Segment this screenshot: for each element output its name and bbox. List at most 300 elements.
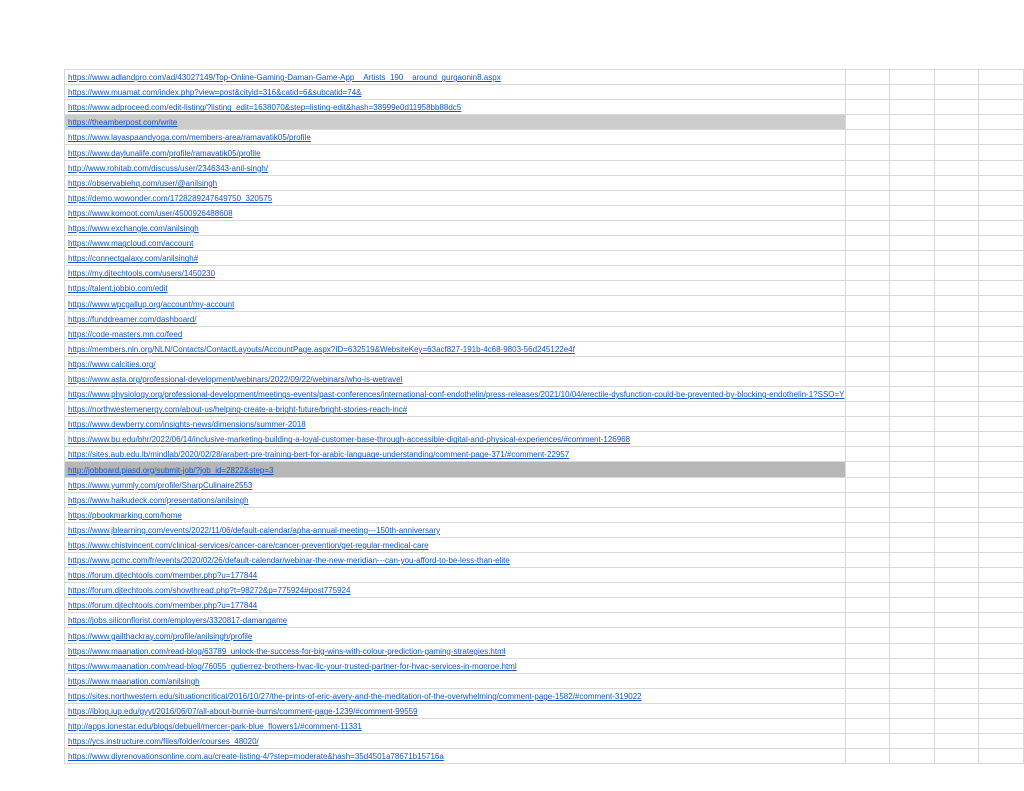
url-link[interactable]: https://northwesternenergy.com/about-us/helping-create-a-bright-future/bright-stories-reach-inc# xyxy=(68,405,408,415)
empty-cell[interactable] xyxy=(934,703,979,718)
empty-cell[interactable] xyxy=(845,175,890,190)
table-row xyxy=(65,100,1024,115)
url-cell[interactable] xyxy=(65,749,846,764)
url-cell[interactable] xyxy=(65,613,846,628)
empty-cell[interactable] xyxy=(845,673,890,688)
empty-cell[interactable] xyxy=(979,296,1024,311)
url-link[interactable]: https://www.adproceed.com/edit-listing/?listing_edit=1638070&step=listing-edit&hash=38999e0d11958bb88dc5 xyxy=(68,103,462,113)
empty-cell[interactable] xyxy=(979,553,1024,568)
url-link[interactable]: https://www.exchangle.com/anilsingh xyxy=(68,224,199,234)
table-row xyxy=(65,553,1024,568)
empty-cell[interactable] xyxy=(934,85,979,100)
empty-cell[interactable] xyxy=(845,492,890,507)
empty-cell[interactable] xyxy=(979,492,1024,507)
url-link[interactable]: https://www.jblearning.com/events/2022/11/06/default-calendar/apha-annual-meeting---150th-anniversary xyxy=(68,525,441,535)
table-row xyxy=(65,70,1024,85)
empty-cell[interactable] xyxy=(934,341,979,356)
empty-cell[interactable] xyxy=(934,190,979,205)
empty-cell[interactable] xyxy=(845,205,890,220)
url-cell[interactable] xyxy=(65,296,846,311)
empty-cell[interactable] xyxy=(890,507,935,522)
table-row xyxy=(65,296,1024,311)
empty-cell[interactable] xyxy=(845,371,890,386)
empty-cell[interactable] xyxy=(934,537,979,552)
empty-cell[interactable] xyxy=(845,251,890,266)
empty-cell[interactable] xyxy=(845,145,890,160)
spreadsheet-body xyxy=(65,70,1024,764)
url-link[interactable]: https://www.wpcgallup.org/account/my-account xyxy=(68,299,235,309)
empty-cell[interactable] xyxy=(979,100,1024,115)
empty-cell[interactable] xyxy=(979,643,1024,658)
url-link[interactable]: https://theamberpost.com/write xyxy=(68,118,178,128)
empty-cell[interactable] xyxy=(845,130,890,145)
empty-cell[interactable] xyxy=(890,356,935,371)
empty-cell[interactable] xyxy=(934,356,979,371)
empty-cell[interactable] xyxy=(979,205,1024,220)
url-cell[interactable] xyxy=(65,386,846,401)
url-cell[interactable] xyxy=(65,70,846,85)
empty-cell[interactable] xyxy=(845,296,890,311)
empty-cell[interactable] xyxy=(979,598,1024,613)
table-row xyxy=(65,598,1024,613)
empty-cell[interactable] xyxy=(979,130,1024,145)
url-cell[interactable] xyxy=(65,281,846,296)
url-link[interactable]: https://www.diyrenovationsonline.com.au/create-listing-4/?step=moderate&hash=35d4501a78671b15716a xyxy=(68,752,444,762)
url-link[interactable]: https://forum.djtechtools.com/member.php?u=177844 xyxy=(68,571,258,581)
empty-cell[interactable] xyxy=(890,643,935,658)
empty-cell[interactable] xyxy=(934,417,979,432)
url-cell[interactable] xyxy=(65,447,846,462)
empty-cell[interactable] xyxy=(979,356,1024,371)
empty-cell[interactable] xyxy=(934,477,979,492)
url-cell[interactable] xyxy=(65,115,846,130)
empty-cell[interactable] xyxy=(890,220,935,235)
empty-cell[interactable] xyxy=(979,568,1024,583)
empty-cell[interactable] xyxy=(890,703,935,718)
empty-cell[interactable] xyxy=(890,432,935,447)
empty-cell[interactable] xyxy=(934,386,979,401)
url-cell[interactable] xyxy=(65,719,846,734)
url-link[interactable]: https://ycs.instructure.com/files/folder/courses_48020/ xyxy=(68,737,259,747)
empty-cell[interactable] xyxy=(979,70,1024,85)
empty-cell[interactable] xyxy=(845,553,890,568)
empty-cell[interactable] xyxy=(934,643,979,658)
empty-cell[interactable] xyxy=(845,160,890,175)
url-link[interactable]: https://www.muamat.com/index.php?view=post&cityid=316&catid=6&subcatid=74& xyxy=(68,88,362,98)
url-link[interactable]: https://forum.djtechtools.com/showthread.php?t=98272&p=775924#post775924 xyxy=(68,586,351,596)
table-row xyxy=(65,326,1024,341)
url-link[interactable]: https://code-masters.mn.co/feed xyxy=(68,329,183,339)
empty-cell[interactable] xyxy=(890,326,935,341)
empty-cell[interactable] xyxy=(890,236,935,251)
empty-cell[interactable] xyxy=(890,85,935,100)
url-cell[interactable] xyxy=(65,568,846,583)
url-link[interactable]: https://www.layaspaandyoga.com/members-area/ramavatik05/profile xyxy=(68,133,311,143)
empty-cell[interactable] xyxy=(979,266,1024,281)
empty-cell[interactable] xyxy=(934,251,979,266)
url-cell[interactable] xyxy=(65,522,846,537)
url-link[interactable]: https://www.adlandpro.com/ad/43027149/Top-Online-Gaming-Daman-Game-App__Artists_190__around_gurgaonin8.aspx xyxy=(68,73,501,83)
empty-cell[interactable] xyxy=(934,673,979,688)
empty-cell[interactable] xyxy=(934,160,979,175)
empty-cell[interactable] xyxy=(979,326,1024,341)
url-cell[interactable] xyxy=(65,356,846,371)
empty-cell[interactable] xyxy=(890,70,935,85)
empty-cell[interactable] xyxy=(845,341,890,356)
empty-cell[interactable] xyxy=(845,85,890,100)
empty-cell[interactable] xyxy=(979,613,1024,628)
empty-cell[interactable] xyxy=(934,220,979,235)
empty-cell[interactable] xyxy=(845,537,890,552)
empty-cell[interactable] xyxy=(934,658,979,673)
empty-cell[interactable] xyxy=(934,296,979,311)
url-cell[interactable] xyxy=(65,658,846,673)
empty-cell[interactable] xyxy=(890,522,935,537)
empty-cell[interactable] xyxy=(845,628,890,643)
empty-cell[interactable] xyxy=(890,251,935,266)
url-cell[interactable] xyxy=(65,205,846,220)
empty-cell[interactable] xyxy=(934,598,979,613)
empty-cell[interactable] xyxy=(890,628,935,643)
url-link[interactable]: https://iblog.iup.edu/gyyt/2016/06/07/all-about-burnie-burns/comment-page-1239/#comment-99559 xyxy=(68,707,418,717)
url-cell[interactable] xyxy=(65,160,846,175)
table-row xyxy=(65,734,1024,749)
url-cell[interactable] xyxy=(65,130,846,145)
empty-cell[interactable] xyxy=(845,462,890,477)
empty-cell[interactable] xyxy=(979,341,1024,356)
url-cell[interactable] xyxy=(65,251,846,266)
url-cell[interactable] xyxy=(65,175,846,190)
table-row xyxy=(65,281,1024,296)
empty-cell[interactable] xyxy=(934,281,979,296)
url-cell[interactable] xyxy=(65,553,846,568)
url-cell[interactable] xyxy=(65,326,846,341)
empty-cell[interactable] xyxy=(890,266,935,281)
empty-cell[interactable] xyxy=(979,719,1024,734)
url-cell[interactable] xyxy=(65,432,846,447)
empty-cell[interactable] xyxy=(890,341,935,356)
url-link[interactable]: https://connectgalaxy.com/anilsingh# xyxy=(68,254,199,264)
url-link[interactable]: https://sites.aub.edu.lb/mindlab/2020/02/28/arabert-pre-training-bert-for-arabic-language-understanding/comment-page-371/#comment-22957 xyxy=(68,450,570,460)
empty-cell[interactable] xyxy=(979,145,1024,160)
empty-cell[interactable] xyxy=(934,522,979,537)
table-row xyxy=(65,477,1024,492)
empty-cell[interactable] xyxy=(845,432,890,447)
empty-cell[interactable] xyxy=(979,628,1024,643)
empty-cell[interactable] xyxy=(934,326,979,341)
url-link[interactable]: https://www.physiology.org/professional-development/meetings-events/past-conferences/international-conf-endothelin/press-releases/2021/10/04/erectile-dysfunction-could-be-prevented-by-blocking-endothelin-1?SSO=Y xyxy=(68,390,845,400)
url-cell[interactable] xyxy=(65,598,846,613)
empty-cell[interactable] xyxy=(934,432,979,447)
empty-cell[interactable] xyxy=(934,236,979,251)
empty-cell[interactable] xyxy=(845,734,890,749)
empty-cell[interactable] xyxy=(934,447,979,462)
empty-cell[interactable] xyxy=(979,175,1024,190)
table-row xyxy=(65,175,1024,190)
empty-cell[interactable] xyxy=(934,130,979,145)
empty-cell[interactable] xyxy=(890,402,935,417)
url-link[interactable]: https://www.gailthackray.com/profile/anilsingh/profile xyxy=(68,631,253,641)
url-cell[interactable] xyxy=(65,477,846,492)
table-row xyxy=(65,447,1024,462)
empty-cell[interactable] xyxy=(890,296,935,311)
empty-cell[interactable] xyxy=(934,462,979,477)
empty-cell[interactable] xyxy=(979,734,1024,749)
empty-cell[interactable] xyxy=(890,568,935,583)
url-link[interactable]: http://apps.lonestar.edu/blogs/debuell/mercer-park-blue_flowers1/#comment-11331 xyxy=(68,722,362,732)
url-link[interactable]: https://www.dewberry.com/insights-news/dimensions/summer-2018 xyxy=(68,420,306,430)
empty-cell[interactable] xyxy=(890,190,935,205)
table-row xyxy=(65,613,1024,628)
url-cell[interactable] xyxy=(65,371,846,386)
empty-cell[interactable] xyxy=(845,719,890,734)
empty-cell[interactable] xyxy=(934,507,979,522)
empty-cell[interactable] xyxy=(890,311,935,326)
empty-cell[interactable] xyxy=(934,115,979,130)
empty-cell[interactable] xyxy=(934,688,979,703)
url-cell[interactable] xyxy=(65,673,846,688)
url-link[interactable]: https://funddreamer.com/dashboard/ xyxy=(68,314,197,324)
empty-cell[interactable] xyxy=(934,749,979,764)
url-link[interactable]: https://forum.djtechtools.com/member.php?u=177844 xyxy=(68,601,258,611)
empty-cell[interactable] xyxy=(890,417,935,432)
empty-cell[interactable] xyxy=(979,703,1024,718)
empty-cell[interactable] xyxy=(979,220,1024,235)
empty-cell[interactable] xyxy=(845,190,890,205)
url-link[interactable]: https://www.chistvincent.com/clinical-services/cancer-care/cancer-prevention/get-regular-medical-care xyxy=(68,541,429,550)
empty-cell[interactable] xyxy=(845,447,890,462)
empty-cell[interactable] xyxy=(890,673,935,688)
empty-cell[interactable] xyxy=(890,447,935,462)
empty-cell[interactable] xyxy=(845,386,890,401)
url-link[interactable]: https://jobs.siliconflorist.com/employers/3320817-damangame xyxy=(68,616,288,626)
empty-cell[interactable] xyxy=(979,190,1024,205)
url-cell[interactable] xyxy=(65,266,846,281)
empty-cell[interactable] xyxy=(890,160,935,175)
url-link[interactable]: http://www.rohitab.com/discuss/user/2346343-anil-singh/ xyxy=(68,163,269,173)
empty-cell[interactable] xyxy=(845,643,890,658)
url-link[interactable]: https://www.maanation.com/anilsingh xyxy=(68,676,200,686)
url-link[interactable]: http://jobboard.piasd.org/submit-job/?job_id=2822&step=3 xyxy=(68,465,274,475)
empty-cell[interactable] xyxy=(845,522,890,537)
empty-cell[interactable] xyxy=(890,205,935,220)
url-cell[interactable] xyxy=(65,236,846,251)
empty-cell[interactable] xyxy=(890,100,935,115)
empty-cell[interactable] xyxy=(845,688,890,703)
url-cell[interactable] xyxy=(65,85,846,100)
empty-cell[interactable] xyxy=(845,326,890,341)
empty-cell[interactable] xyxy=(979,311,1024,326)
empty-cell[interactable] xyxy=(845,598,890,613)
empty-cell[interactable] xyxy=(845,266,890,281)
empty-cell[interactable] xyxy=(979,115,1024,130)
empty-cell[interactable] xyxy=(934,205,979,220)
empty-cell[interactable] xyxy=(934,613,979,628)
empty-cell[interactable] xyxy=(845,220,890,235)
empty-cell[interactable] xyxy=(890,537,935,552)
empty-cell[interactable] xyxy=(890,145,935,160)
url-link[interactable]: https://www.daylunalife.com/profile/ramavatik05/profile xyxy=(68,148,261,158)
table-row xyxy=(65,507,1024,522)
empty-cell[interactable] xyxy=(890,175,935,190)
url-link[interactable]: https://www.maanation.com/read-blog/63789_unlock-the-success-for-big-wins-with-colour-prediction-gaming-strategies.html xyxy=(68,646,506,656)
empty-cell[interactable] xyxy=(979,507,1024,522)
empty-cell[interactable] xyxy=(845,749,890,764)
empty-cell[interactable] xyxy=(934,371,979,386)
empty-cell[interactable] xyxy=(845,281,890,296)
url-link[interactable]: https://pbookmarking.com/home xyxy=(68,510,182,520)
empty-cell[interactable] xyxy=(845,583,890,598)
url-link[interactable]: https://www.maanation.com/read-blog/76055_gutierrez-brothers-hvac-llc-your-trusted-partner-for-hvac-services-in-monroe.html xyxy=(68,661,517,671)
empty-cell[interactable] xyxy=(890,386,935,401)
table-row xyxy=(65,205,1024,220)
url-link[interactable]: https://observablehq.com/user/@anilsingh xyxy=(68,178,218,188)
url-link[interactable]: https://www.calcities.org/ xyxy=(68,359,156,369)
empty-cell[interactable] xyxy=(890,688,935,703)
empty-cell[interactable] xyxy=(890,553,935,568)
empty-cell[interactable] xyxy=(845,658,890,673)
empty-cell[interactable] xyxy=(890,371,935,386)
table-row xyxy=(65,85,1024,100)
url-link[interactable]: https://www.pcmc.com/fr/events/2020/02/26/default-calendar/webinar-the-new-meridian---can-you-afford-to-be-less-than-elite xyxy=(68,556,510,566)
url-link[interactable]: https://my.djtechtools.com/users/1450230 xyxy=(68,269,216,279)
url-cell[interactable] xyxy=(65,100,846,115)
url-cell[interactable] xyxy=(65,537,846,552)
empty-cell[interactable] xyxy=(890,281,935,296)
table-row xyxy=(65,703,1024,718)
table-row xyxy=(65,145,1024,160)
url-link[interactable]: https://demo.wowonder.com/1728289247649750_320575 xyxy=(68,193,273,203)
empty-cell[interactable] xyxy=(979,160,1024,175)
empty-cell[interactable] xyxy=(979,371,1024,386)
empty-cell[interactable] xyxy=(890,462,935,477)
empty-cell[interactable] xyxy=(979,522,1024,537)
empty-cell[interactable] xyxy=(890,477,935,492)
empty-cell[interactable] xyxy=(890,658,935,673)
url-cell[interactable] xyxy=(65,734,846,749)
empty-cell[interactable] xyxy=(934,583,979,598)
empty-cell[interactable] xyxy=(979,447,1024,462)
url-cell[interactable] xyxy=(65,703,846,718)
empty-cell[interactable] xyxy=(890,734,935,749)
table-row xyxy=(65,266,1024,281)
empty-cell[interactable] xyxy=(890,130,935,145)
empty-cell[interactable] xyxy=(979,658,1024,673)
empty-cell[interactable] xyxy=(845,311,890,326)
empty-cell[interactable] xyxy=(890,115,935,130)
empty-cell[interactable] xyxy=(934,145,979,160)
table-row xyxy=(65,130,1024,145)
url-cell[interactable] xyxy=(65,507,846,522)
empty-cell[interactable] xyxy=(934,734,979,749)
url-link[interactable]: https://www.yummly.com/profile/SharpCulinaire2553 xyxy=(68,480,253,490)
empty-cell[interactable] xyxy=(979,477,1024,492)
empty-cell[interactable] xyxy=(845,417,890,432)
empty-cell[interactable] xyxy=(979,281,1024,296)
empty-cell[interactable] xyxy=(979,417,1024,432)
empty-cell[interactable] xyxy=(934,100,979,115)
url-link[interactable]: https://www.asta.org/professional-development/webinars/2022/09/22/webinars/who-is-wetravel xyxy=(68,374,403,384)
empty-cell[interactable] xyxy=(979,583,1024,598)
empty-cell[interactable] xyxy=(934,719,979,734)
empty-cell[interactable] xyxy=(890,613,935,628)
empty-cell[interactable] xyxy=(845,703,890,718)
empty-cell[interactable] xyxy=(934,553,979,568)
url-link[interactable]: https://talent.jobbio.com/edit xyxy=(68,284,168,294)
empty-cell[interactable] xyxy=(979,236,1024,251)
url-cell[interactable] xyxy=(65,643,846,658)
empty-cell[interactable] xyxy=(890,598,935,613)
empty-cell[interactable] xyxy=(979,432,1024,447)
url-cell[interactable] xyxy=(65,417,846,432)
empty-cell[interactable] xyxy=(979,85,1024,100)
url-link[interactable]: https://www.magcloud.com/account xyxy=(68,239,194,249)
empty-cell[interactable] xyxy=(934,568,979,583)
empty-cell[interactable] xyxy=(979,688,1024,703)
table-row xyxy=(65,643,1024,658)
empty-cell[interactable] xyxy=(934,402,979,417)
url-link[interactable]: https://sites.northwestern.edu/situationcritical/2016/10/27/the-prints-of-eric-avery-and-the-meditation-of-the-overwhelming/comment-page-1582/#comment-319022 xyxy=(68,691,642,701)
empty-cell[interactable] xyxy=(934,311,979,326)
table-row xyxy=(65,251,1024,266)
spreadsheet-grid xyxy=(64,69,1024,764)
empty-cell[interactable] xyxy=(979,673,1024,688)
url-cell[interactable] xyxy=(65,341,846,356)
empty-cell[interactable] xyxy=(845,115,890,130)
url-cell[interactable] xyxy=(65,688,846,703)
empty-cell[interactable] xyxy=(890,583,935,598)
empty-cell[interactable] xyxy=(890,749,935,764)
empty-cell[interactable] xyxy=(934,266,979,281)
url-cell[interactable] xyxy=(65,583,846,598)
empty-cell[interactable] xyxy=(979,537,1024,552)
url-cell[interactable] xyxy=(65,492,846,507)
url-link[interactable]: https://www.komoot.com/user/4500926488608 xyxy=(68,208,233,218)
empty-cell[interactable] xyxy=(845,100,890,115)
empty-cell[interactable] xyxy=(934,70,979,85)
empty-cell[interactable] xyxy=(934,175,979,190)
empty-cell[interactable] xyxy=(979,462,1024,477)
url-cell[interactable] xyxy=(65,462,846,477)
empty-cell[interactable] xyxy=(845,613,890,628)
empty-cell[interactable] xyxy=(890,492,935,507)
empty-cell[interactable] xyxy=(845,356,890,371)
url-link[interactable]: https://www.haikudeck.com/presentations/anilsingh xyxy=(68,495,249,505)
url-cell[interactable] xyxy=(65,402,846,417)
url-link[interactable]: https://www.bu.edu/bhr/2022/06/14/inclusive-marketing-building-a-loyal-customer-base-through-accessible-digital-and-physical-experiences/#comment-126968 xyxy=(68,435,631,445)
empty-cell[interactable] xyxy=(979,402,1024,417)
url-cell[interactable] xyxy=(65,311,846,326)
empty-cell[interactable] xyxy=(979,749,1024,764)
empty-cell[interactable] xyxy=(979,251,1024,266)
empty-cell[interactable] xyxy=(934,492,979,507)
empty-cell[interactable] xyxy=(845,507,890,522)
empty-cell[interactable] xyxy=(934,628,979,643)
empty-cell[interactable] xyxy=(890,719,935,734)
empty-cell[interactable] xyxy=(845,568,890,583)
table-row xyxy=(65,356,1024,371)
empty-cell[interactable] xyxy=(845,402,890,417)
url-cell[interactable] xyxy=(65,190,846,205)
empty-cell[interactable] xyxy=(845,477,890,492)
url-cell[interactable] xyxy=(65,220,846,235)
url-link[interactable]: https://members.nln.org/NLN/Contacts/ContactLayouts/AccountPage.aspx?ID=632519&WebsiteKey=63acf827-191b-4c68-9803-56d245122e4f xyxy=(68,344,575,354)
empty-cell[interactable] xyxy=(845,236,890,251)
empty-cell[interactable] xyxy=(845,70,890,85)
empty-cell[interactable] xyxy=(979,386,1024,401)
url-cell[interactable] xyxy=(65,628,846,643)
url-cell[interactable] xyxy=(65,145,846,160)
